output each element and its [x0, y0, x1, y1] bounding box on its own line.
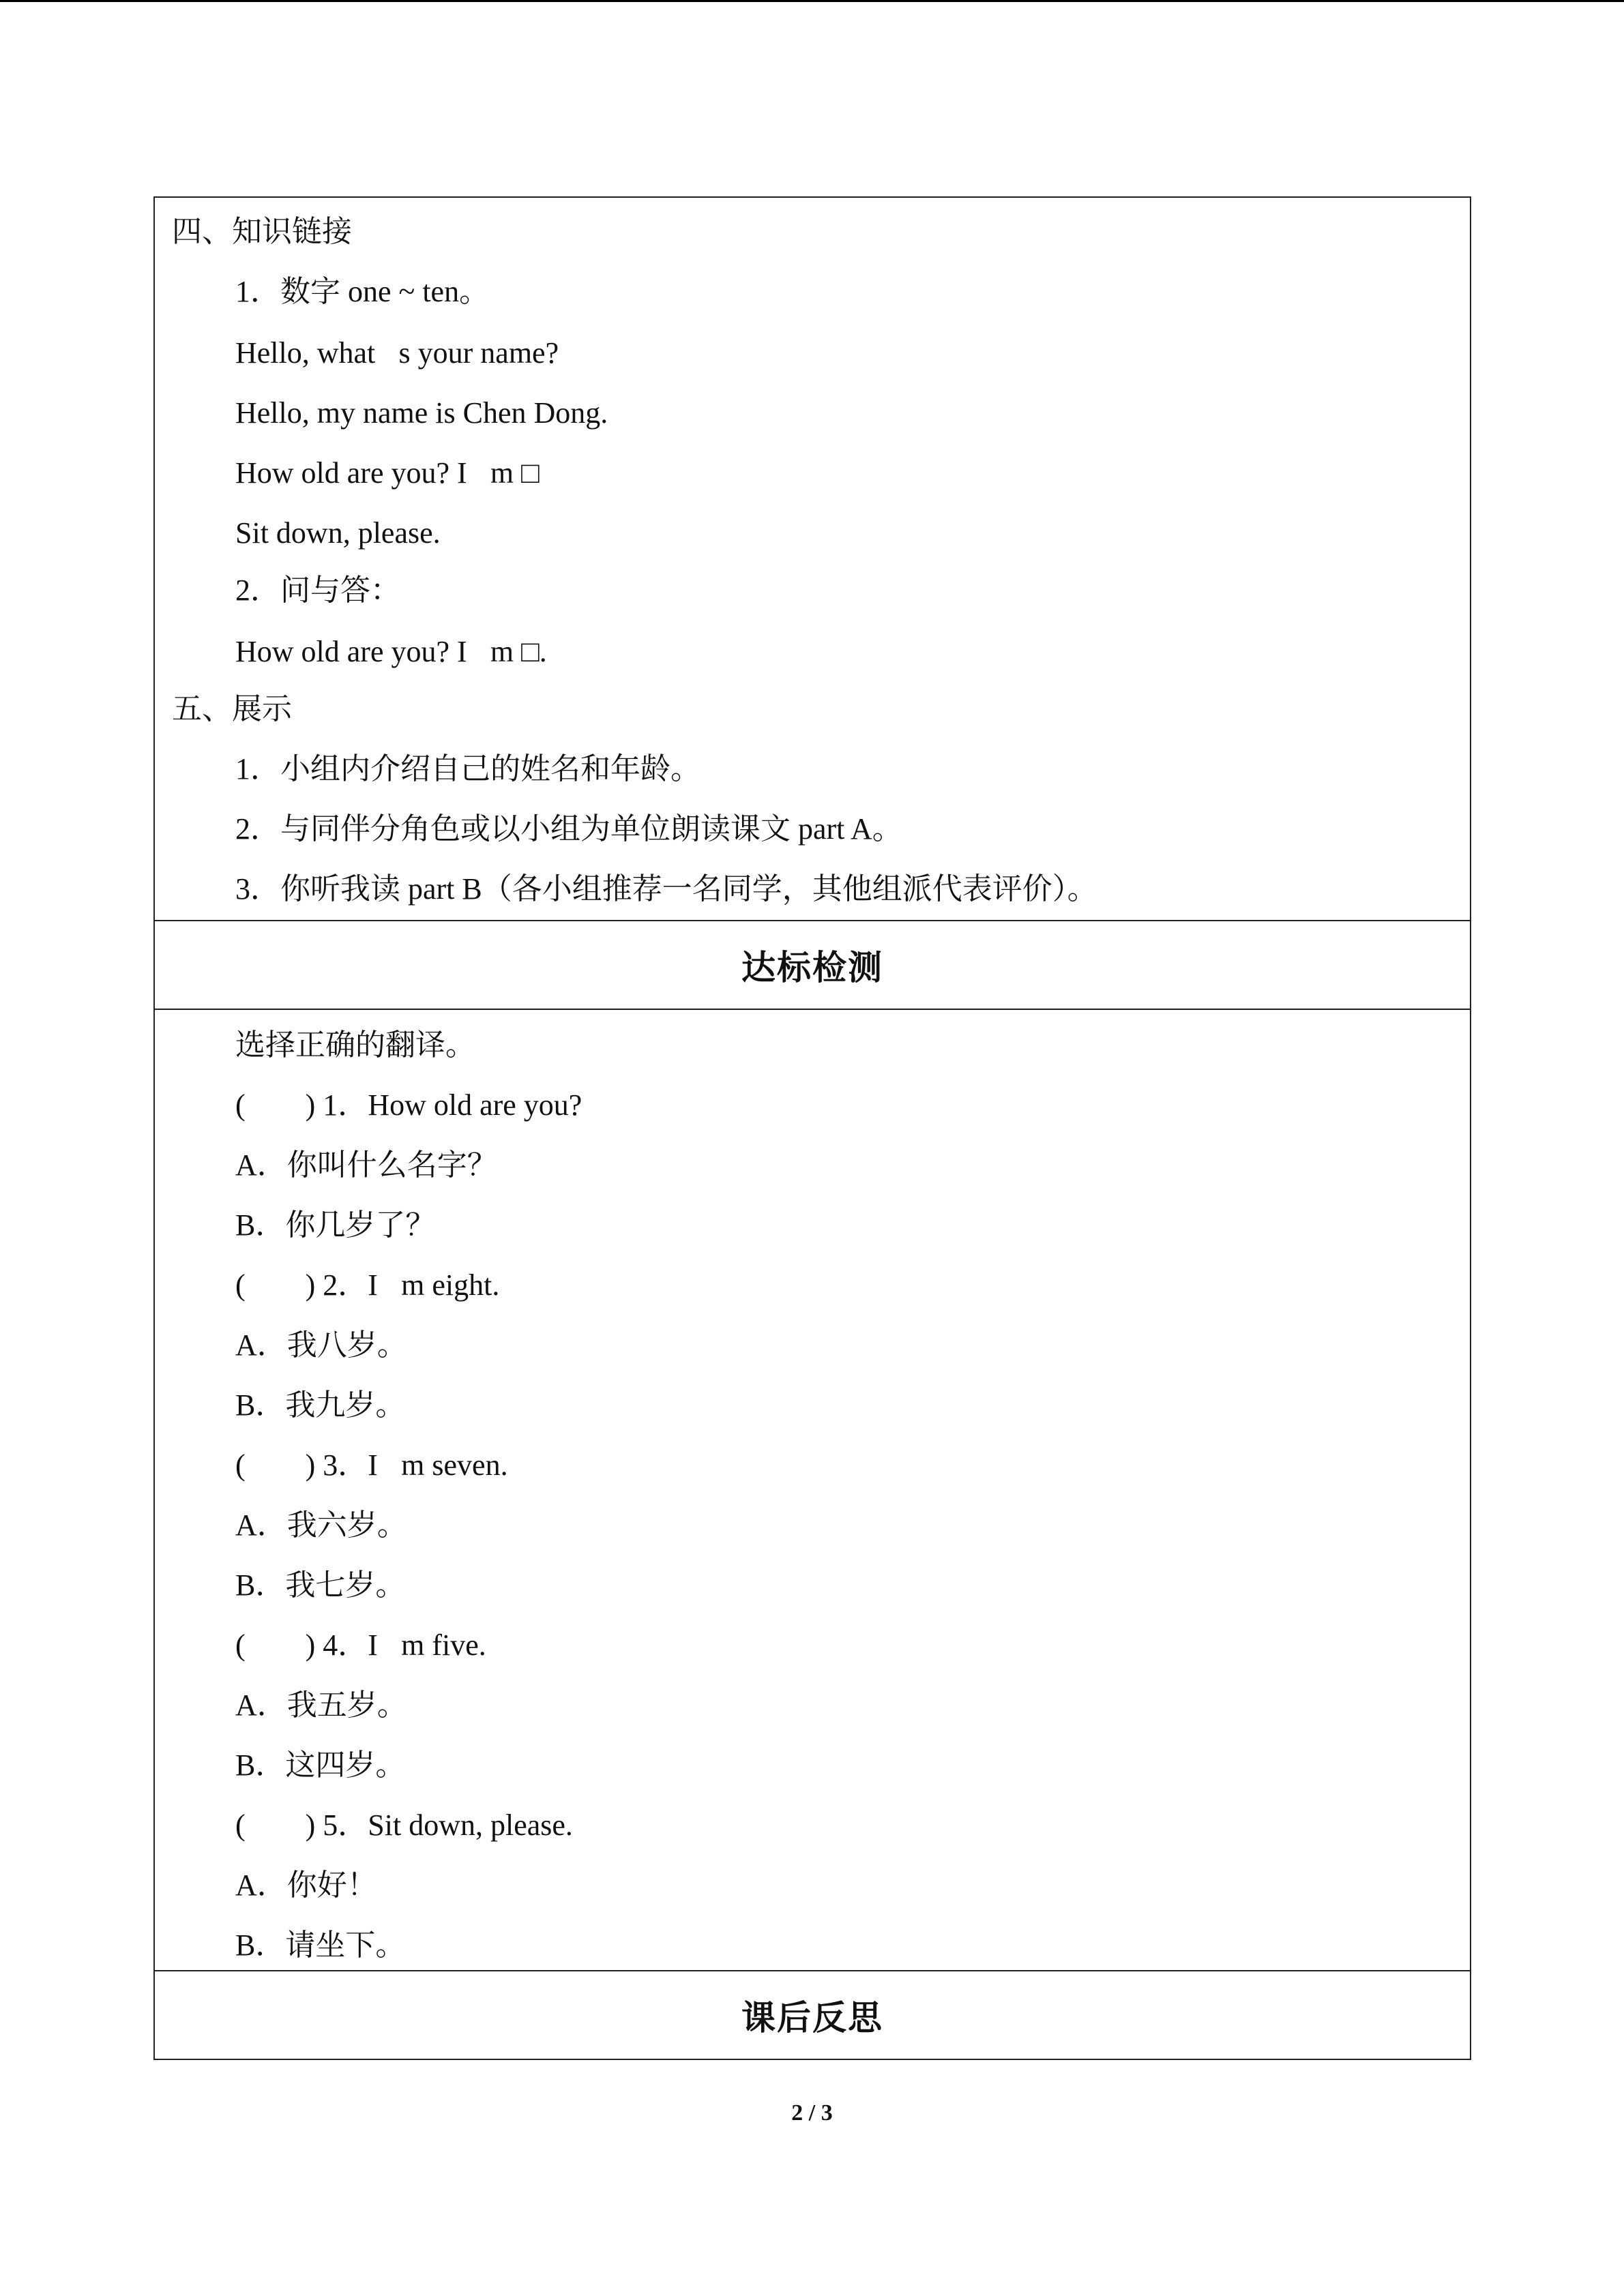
question-4-option-b: B．这四岁。 [235, 1748, 406, 1782]
display-item-2: 2．与同伴分角色或以小组为单位朗读课文 part A。 [235, 812, 902, 846]
question-1: ( ) 1．How old are you? [235, 1088, 582, 1122]
question-5-option-a: A．你好！ [235, 1868, 377, 1902]
test-heading-cell [155, 921, 1470, 1010]
test-questions-cell [155, 1010, 1470, 1971]
question-4-option-a: A．我五岁。 [235, 1688, 407, 1722]
test-instruction: 选择正确的翻译。 [235, 1028, 475, 1062]
question-2-option-a: A．我八岁。 [235, 1328, 407, 1362]
question-3-option-a: A．我六岁。 [235, 1508, 407, 1542]
question-1-option-b: B．你几岁了？ [235, 1208, 436, 1242]
knowledge-line-hello: Hello, what s your name? [235, 336, 543, 370]
knowledge-item-1: 1．数字 one ~ ten。 [235, 275, 490, 308]
question-1-option-a: A．你叫什么名字？ [235, 1148, 497, 1182]
question-3: ( ) 3．I m seven. [235, 1448, 492, 1482]
knowledge-and-display-cell [155, 198, 1470, 921]
display-item-3: 3．你听我读 part B（各小组推荐一名同学，其他组派代表评价）。 [235, 872, 1097, 906]
knowledge-line-name: Hello, my name is Chen Dong. [235, 396, 608, 430]
reflection-heading-cell [155, 1971, 1470, 2059]
question-4: ( ) 4．I m five. [235, 1628, 471, 1662]
question-2-option-b: B．我九岁。 [235, 1388, 406, 1422]
test-title: 达标检测 [741, 948, 883, 987]
knowledge-heading: 四、知识链接 [172, 215, 352, 248]
question-3-option-b: B．我七岁。 [235, 1568, 406, 1602]
page-number: 2 / 3 [791, 2100, 833, 2126]
knowledge-line-howold-2: How old are you? I m □. [235, 635, 531, 668]
question-5: ( ) 5．Sit down, please. [235, 1808, 573, 1842]
display-heading: 五、展示 [172, 692, 292, 726]
reflection-title: 课后反思 [741, 1998, 883, 2038]
knowledge-line-howold-1: How old are you? I m □ [235, 456, 524, 490]
question-2: ( ) 2．I m eight. [235, 1268, 484, 1302]
top-border-line [0, 0, 1624, 2]
knowledge-line-sitdown: Sit down, please. [235, 516, 441, 550]
question-5-option-b: B．请坐下。 [235, 1928, 406, 1962]
lesson-table [153, 196, 1471, 2060]
display-item-1: 1．小组内介绍自己的姓名和年龄。 [235, 752, 700, 786]
knowledge-item-2: 2．问与答： [235, 573, 400, 607]
